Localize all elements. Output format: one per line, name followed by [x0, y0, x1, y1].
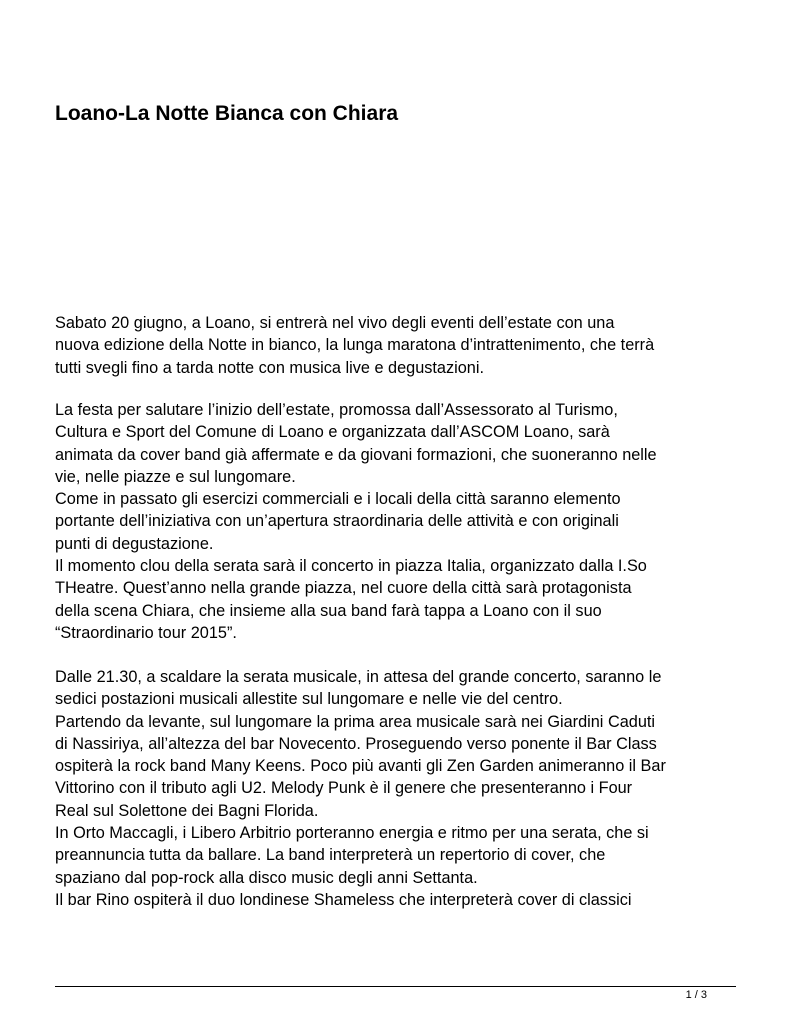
text-line: portante dell’iniziativa con un’apertura straordinaria delle attività e con originali	[55, 512, 619, 531]
text-line: In Orto Maccagli, i Libero Arbitrio porteranno energia e ritmo per una serata, che si	[55, 824, 649, 843]
text-line: della scena Chiara, che insieme alla sua band farà tappa a Loano con il suo	[55, 601, 602, 620]
text-line: Dalle 21.30, a scaldare la serata musicale, in attesa del grande concerto, saranno le	[55, 668, 662, 686]
text-line: Vittorino con il tributo agli U2. Melody Punk è il genere che presenteranno i Four	[55, 779, 633, 798]
text-line: Partendo da levante, sul lungomare la prima area musicale sarà nei Giardini Caduti	[55, 712, 656, 731]
text-line: Cultura e Sport del Comune di Loano e organizzata dall’ASCOM Loano, sarà	[55, 423, 610, 442]
text-line: sedici postazioni musicali allestite sul lungomare e nelle vie del centro.	[55, 690, 563, 709]
text-line: vie, nelle piazze e sul lungomare.	[55, 467, 296, 486]
text-line: Il momento clou della serata sarà il concerto in piazza Italia, organizzato dalla I.So	[55, 557, 647, 576]
text-line: ospiterà la rock band Many Keens. Poco più avanti gli Zen Garden animeranno il Bar	[55, 757, 666, 776]
text-line: di Nassiriya, all’altezza del bar Novecento. Proseguendo verso ponente il Bar Class	[55, 734, 657, 753]
paragraph-2	[55, 399, 745, 644]
text-line: animata da cover band già affermate e da giovani formazioni, che suoneranno nelle	[55, 445, 657, 464]
footer-divider	[55, 986, 736, 987]
paragraph-1	[55, 312, 745, 379]
text-line: spaziano dal pop-rock alla disco music degli anni Settanta.	[55, 868, 478, 887]
text-line: preannuncia tutta da ballare. La band interpreterà un repertorio di cover, che	[55, 846, 606, 865]
paragraph-3	[55, 666, 745, 911]
text-line: Come in passato gli esercizi commerciali e i locali della città saranno elemento	[55, 490, 621, 509]
text-line: THeatre. Quest’anno nella grande piazza, nel cuore della città sarà protagonista	[55, 579, 632, 598]
page-number: 1 / 3	[685, 989, 707, 1001]
text-line: Real sul Solettone dei Bagni Florida.	[55, 801, 319, 820]
text-line: Sabato 20 giugno, a Loano, si entrerà nel vivo degli eventi dell’estate con una	[55, 314, 615, 332]
text-line: La festa per salutare l’inizio dell’estate, promossa dall’Assessorato al Turismo,	[55, 401, 618, 419]
text-line: “Straordinario tour 2015”.	[55, 623, 237, 642]
page-title: Loano-La Notte Bianca con Chiara	[55, 102, 399, 125]
text-line: nuova edizione della Notte in bianco, la lunga maratona d’intrattenimento, che terrà	[55, 336, 655, 355]
text-line: Il bar Rino ospiterà il duo londinese Shameless che interpreterà cover di classici	[55, 890, 632, 909]
text-line: tutti svegli fino a tarda notte con musica live e degustazioni.	[55, 358, 484, 377]
text-line: punti di degustazione.	[55, 534, 214, 553]
